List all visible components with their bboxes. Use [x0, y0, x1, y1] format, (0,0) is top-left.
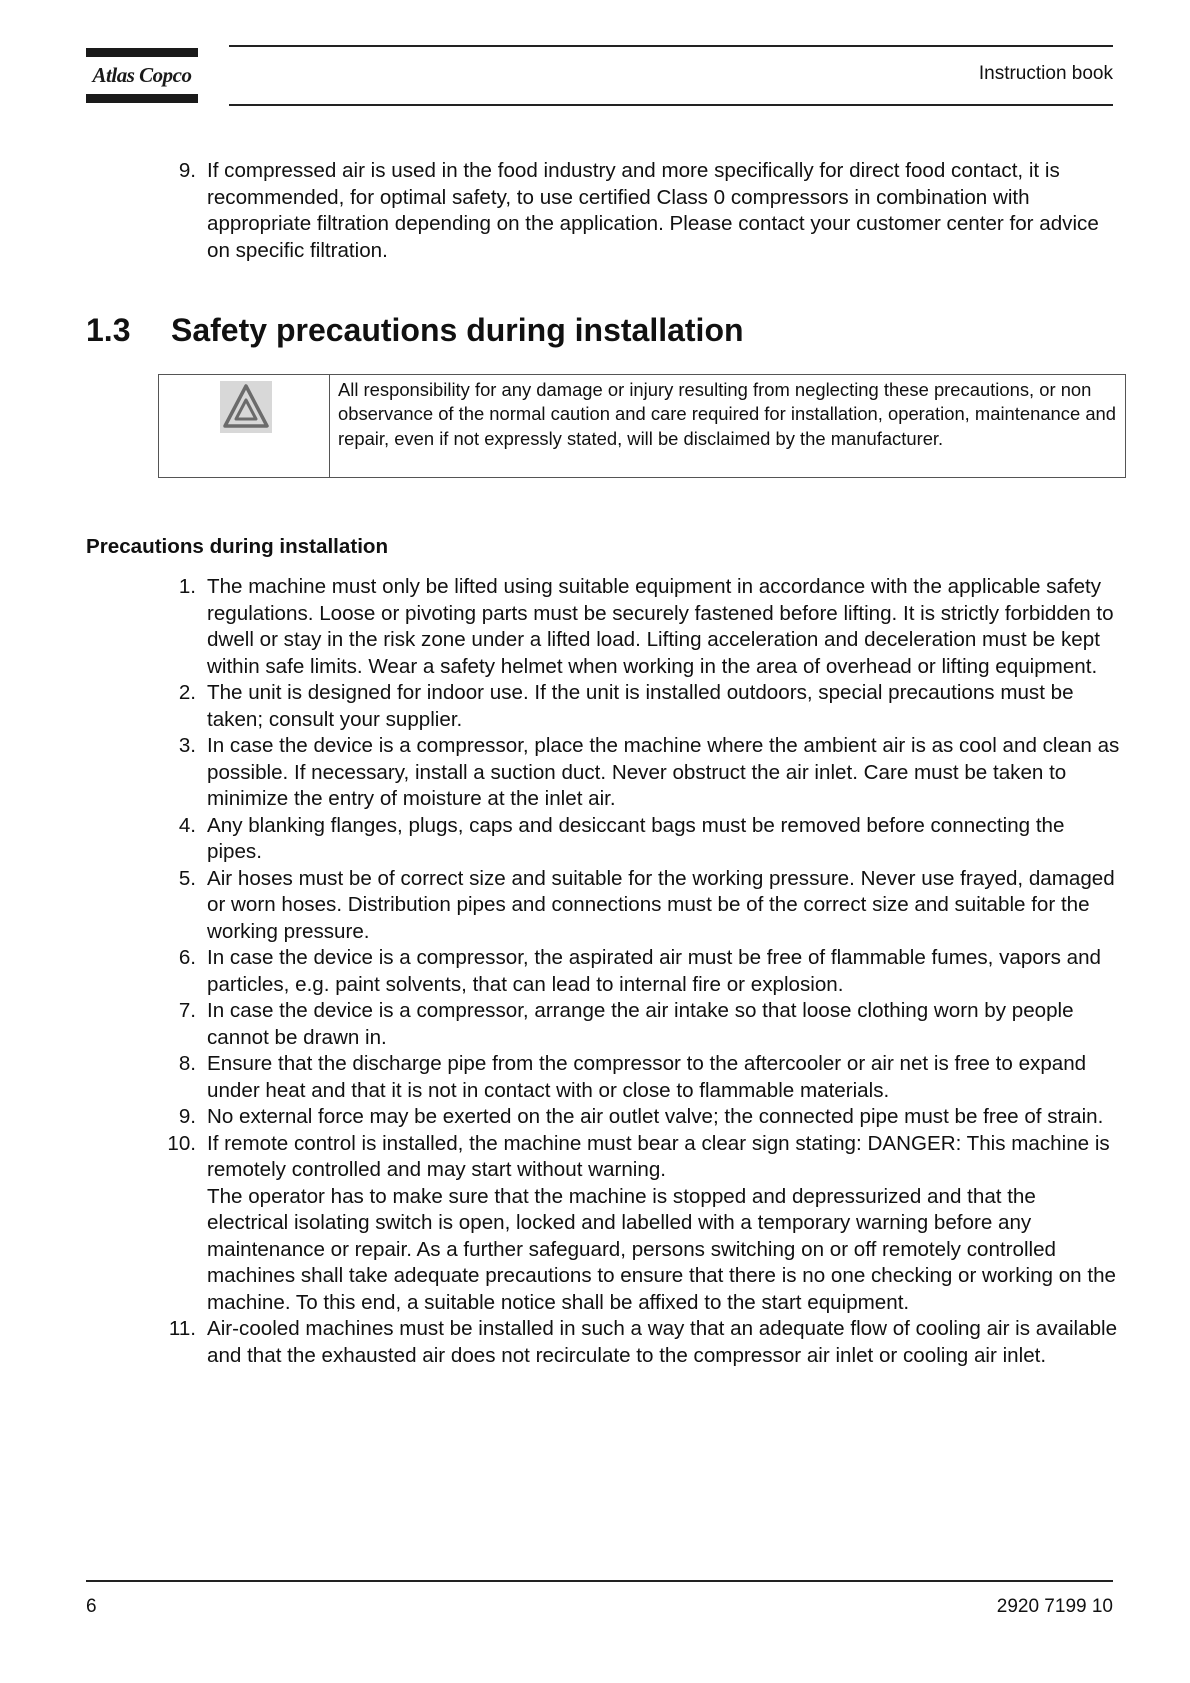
list-item-number: 2.	[178, 681, 196, 704]
header-title: Instruction book	[978, 63, 1113, 84]
list-item-text: Air hoses must be of correct size and suitable for the working pressure. Never use frayed, damaged or worn hoses. Distribution pipes and connections must be of the correct size and suitable for the working pressure.	[207, 866, 1115, 943]
list-item-text: No external force may be exerted on the air outlet valve; the connected pipe must be free of strain.	[207, 1105, 1104, 1128]
list-item-number: 11.	[168, 1317, 196, 1340]
list-item-number: 10.	[167, 1131, 196, 1155]
list-item-extra-text: The operator has to make sure that the machine is stopped and depressurized and that the electrical isolating switch is open, locked and labelled with a temporary warning before any maintenance or repair. As a further safeguard, persons switching on or off remotely controlled machines shall take adequate precautions to ensure that there is no one checking or working on the machine. To this end, a suitable notice shall be affixed to the start equipment.	[207, 1184, 1116, 1314]
warning-text: All responsibility for any damage or injury resulting from neglecting these precautions, or non observance of the normal caution and care required for installation, operation, maintenance and repair, even if not expressly stated, will be disclaimed by the manufacturer.	[338, 379, 1117, 449]
list-item	[160, 813, 1120, 866]
header-rule-top	[229, 45, 1113, 47]
logo-bar-bottom	[86, 94, 198, 103]
logo-text: Atlas Copco	[92, 63, 192, 87]
list-item-number: 4.	[178, 813, 196, 837]
list-item	[160, 1104, 1120, 1131]
precautions-list	[160, 574, 1120, 1369]
document-number: 2920 7199 10	[996, 1596, 1113, 1617]
list-item	[160, 1131, 1120, 1317]
list-item	[160, 1051, 1120, 1104]
list-item	[160, 733, 1120, 813]
list-item-text: Any blanking flanges, plugs, caps and desiccant bags must be removed before connecting the pipes.	[207, 813, 1065, 863]
warning-triangle-icon	[220, 381, 272, 433]
subheading: Precautions during installation	[86, 535, 389, 558]
list-item-number: 9.	[178, 1105, 196, 1128]
warning-box	[158, 374, 1126, 478]
section-number: 1.3	[86, 312, 131, 348]
list-item-number: 8.	[178, 1052, 196, 1075]
section-heading	[86, 312, 744, 349]
list-item	[160, 574, 1120, 680]
list-item-number: 9.	[178, 159, 196, 182]
list-item	[160, 1316, 1120, 1369]
list-item-text: The machine must only be lifted using suitable equipment in accordance with the applicable safety regulations. Loose or pivoting parts must be securely fastened before lifting. It is strictly forbidden to dwell or stay in the risk zone under a lifted load. Lifting acceleration and deceleration must be kept within safe limits. Wear a safety helmet when working in the area of overhead or lifting equipment.	[207, 575, 1114, 678]
list-item-number: 7.	[178, 999, 196, 1022]
list-item-number: 5.	[178, 866, 196, 890]
list-item	[160, 998, 1120, 1051]
list-item-text: In case the device is a compressor, the aspirated air must be free of flammable fumes, vapors and particles, e.g. paint solvents, that can lead to internal fire or explosion.	[207, 946, 1101, 996]
list-item-text: If remote control is installed, the machine must bear a clear sign stating: DANGER: This machine is remotely controlled and may start without warning.	[207, 1131, 1110, 1181]
logo-bar-top	[86, 48, 198, 57]
list-item-text: In case the device is a compressor, place the machine where the ambient air is as cool and clean as possible. If necessary, install a suction duct. Never obstruct the air inlet. Care must be taken to minimize the entry of moisture at the inlet air.	[207, 734, 1120, 810]
list-item	[160, 945, 1120, 998]
list-item-number: 1.	[178, 575, 196, 598]
list-item	[160, 680, 1120, 733]
intro-list	[160, 158, 1120, 264]
page-number: 6	[86, 1596, 97, 1617]
footer-rule	[86, 1580, 1113, 1582]
list-item-number: 6.	[178, 946, 196, 969]
list-item	[160, 866, 1120, 946]
atlas-copco-logo	[86, 48, 198, 104]
warning-icon-cell	[159, 375, 330, 477]
section-title: Safety precautions during installation	[171, 312, 744, 348]
header-rule-bottom	[229, 104, 1113, 106]
list-item-number: 3.	[178, 734, 196, 757]
list-item	[160, 158, 1120, 264]
list-item-text: If compressed air is used in the food industry and more specifically for direct food contact, it is recommended, for optimal safety, to use certified Class 0 compressors in combination with appropriate filtration depending on the application. Please contact your customer center for advice on specific filtration.	[207, 159, 1099, 262]
list-item-text: The unit is designed for indoor use. If the unit is installed outdoors, special precautions must be taken; consult your supplier.	[207, 681, 1074, 731]
list-item-text: In case the device is a compressor, arrange the air intake so that loose clothing worn by people cannot be drawn in.	[207, 999, 1074, 1049]
list-item-text: Air-cooled machines must be installed in such a way that an adequate flow of cooling air is available and that the exhausted air does not recirculate to the compressor air inlet or cooling air inlet.	[207, 1317, 1118, 1367]
list-item-text: Ensure that the discharge pipe from the compressor to the aftercooler or air net is free to expand under heat and that it is not in contact with or close to flammable materials.	[207, 1052, 1087, 1102]
